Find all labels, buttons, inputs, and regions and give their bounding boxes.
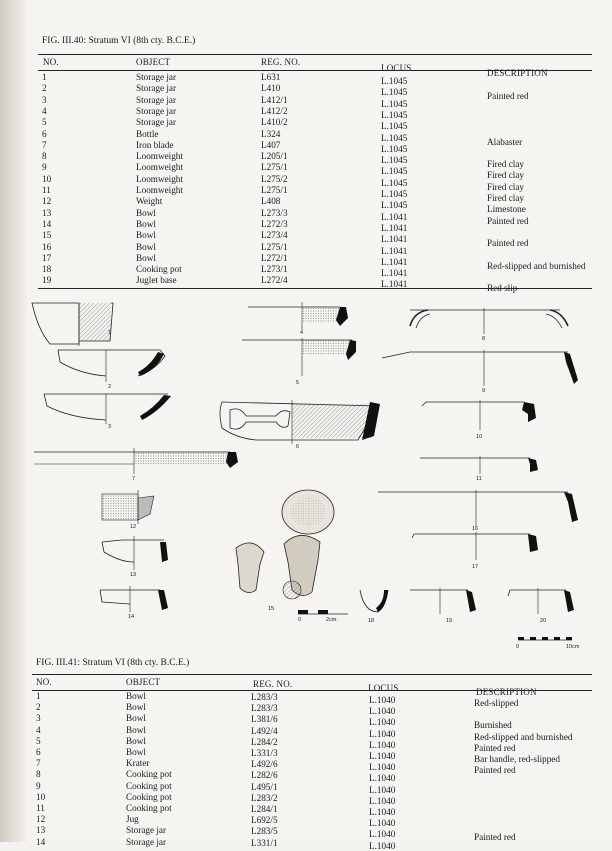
cell-reg-no: L275/2 [261, 173, 288, 184]
cell-object: Bowl [126, 713, 146, 724]
cell-no: 11 [42, 185, 51, 195]
cell-locus: L.1041 [381, 211, 408, 222]
cell-no: 10 [36, 791, 46, 802]
cell-locus: L.1040 [369, 840, 396, 851]
cell-object: Bowl [126, 724, 146, 735]
cell-reg-no: L272/3 [261, 218, 288, 229]
cell-locus: L.1045 [381, 143, 408, 154]
cell-reg-no: L205/1 [261, 151, 288, 162]
fig-number-8: 8 [482, 336, 486, 342]
cell-no: 12 [42, 196, 52, 207]
drawing-18-juglet-base [360, 590, 388, 612]
scale-large-10cm: 10cm [566, 644, 580, 650]
cell-locus: L.1045 [381, 200, 408, 211]
table-row [0, 275, 612, 294]
cell-object: Storage jar [136, 105, 177, 116]
cell-no: 9 [36, 780, 41, 791]
cell-no: 9 [42, 162, 47, 173]
scale-small-zero: 0 [298, 617, 302, 623]
cell-locus: L.1040 [369, 717, 396, 728]
cell-no: 1 [42, 72, 47, 82]
cell-object: Loomweight [136, 151, 183, 162]
cell-object: Cooking pot [126, 769, 172, 780]
fig-number-15: 15 [268, 606, 275, 612]
drawing-2-bowl-profile [58, 350, 165, 382]
cell-description: Limestone [487, 204, 526, 215]
cell-no: 1 [36, 691, 41, 701]
cell-no: 14 [42, 218, 52, 229]
table-row [0, 264, 612, 279]
fig-number-12: 12 [130, 524, 137, 530]
cell-object: Storage jar [126, 825, 167, 836]
cell-locus: L.1041 [381, 256, 408, 267]
fig-number-9: 9 [482, 388, 486, 394]
cell-description: Painted red [474, 832, 516, 843]
table-row [0, 803, 612, 817]
cell-no: 19 [42, 275, 52, 286]
cell-no: 4 [36, 724, 41, 735]
cell-description: Painted red [474, 742, 516, 753]
cell-object: Bowl [126, 702, 146, 713]
cell-no: 5 [42, 117, 47, 128]
drawing-17-storage-jar-rim [412, 532, 538, 560]
scale-large-zero: 0 [516, 644, 520, 650]
cell-locus: L.1041 [381, 222, 408, 233]
fig-number-14: 14 [128, 614, 135, 620]
cell-locus: L.1040 [369, 807, 396, 817]
cell-reg-no: L492/6 [251, 759, 278, 770]
drawing-11-cooking-pot [420, 456, 538, 474]
cell-locus: L.1045 [381, 177, 408, 188]
cell-locus: L.1040 [369, 773, 396, 784]
cell-no: 18 [42, 264, 52, 275]
cell-reg-no: L495/1 [251, 781, 278, 792]
cell-locus: L.1045 [381, 121, 408, 132]
fig-number-2: 2 [108, 384, 112, 390]
cell-object: Storage jar [136, 117, 177, 128]
header-object: OBJECT [136, 57, 171, 67]
cell-object: Krater [126, 758, 150, 769]
cell-object: Loomweight [136, 173, 183, 184]
cell-locus: L.1040 [369, 762, 396, 773]
cell-object: Weight [136, 196, 163, 207]
scale-bar-10cm [518, 637, 572, 640]
cell-no: 8 [42, 151, 47, 162]
cell-object: Bowl [136, 207, 156, 218]
table-row [0, 241, 612, 256]
cell-locus: L.1045 [381, 87, 408, 98]
cell-reg-no: L283/5 [251, 826, 278, 837]
cell-locus: L.1041 [381, 245, 408, 256]
cell-no: 7 [36, 758, 41, 769]
drawing-4-storage-jar-rim [248, 302, 348, 330]
cell-locus: L.1040 [369, 829, 396, 840]
cell-locus: L.1045 [381, 132, 408, 143]
cell-reg-no: L275/1 [261, 162, 288, 173]
figure-caption-1: FIG. III.40: Stratum VI (8th cty. B.C.E.) [42, 36, 196, 46]
cell-no: 14 [36, 836, 46, 847]
cell-description: Alabaster [487, 136, 523, 147]
cell-reg-no: L492/4 [251, 725, 278, 736]
cell-object: Storage jar [136, 83, 177, 94]
fig-number-1: 1 [108, 330, 112, 336]
drawing-19-cooking-pot-rim [410, 588, 476, 614]
cell-reg-no: L275/1 [261, 185, 288, 195]
cell-object: Bowl [126, 735, 146, 746]
drawing-12-bowl-fragment [102, 490, 154, 524]
cell-reg-no: L273/1 [261, 264, 288, 275]
cell-reg-no: L412/2 [261, 105, 288, 116]
cell-object: Juglet base [136, 275, 177, 286]
cell-description: Bar handle, red-slipped [474, 754, 560, 764]
cell-locus: L.1040 [369, 818, 396, 829]
table1-bottom-rule [38, 288, 592, 289]
table2-top-rule [32, 674, 592, 675]
cell-object: Bowl [136, 241, 156, 252]
fig-number-13: 13 [130, 572, 137, 578]
fig-number-16: 16 [472, 526, 479, 532]
cell-reg-no: L275/1 [261, 241, 288, 252]
cell-reg-no: L273/3 [261, 207, 288, 218]
cell-description: Painted red [487, 215, 529, 226]
cell-locus: L.1045 [381, 189, 408, 199]
header-locus: LOCUS [381, 63, 412, 73]
cell-object: Cooking pot [126, 791, 172, 802]
cell-no: 10 [42, 173, 52, 184]
figure-caption-2: FIG. III.41: Stratum VI (8th cty. B.C.E.) [36, 658, 190, 668]
cell-object: Iron blade [136, 139, 174, 150]
cell-reg-no: L284/2 [251, 736, 278, 747]
cell-locus: L.1045 [381, 155, 408, 166]
cell-reg-no: L284/1 [251, 804, 278, 814]
cell-locus: L.1045 [381, 109, 408, 120]
cell-object: Cooking pot [126, 780, 172, 791]
drawing-7-krater-rim [34, 448, 238, 474]
cell-object: Bowl [126, 691, 146, 701]
table-row [0, 702, 612, 717]
cell-locus: L.1041 [381, 234, 408, 245]
cell-description: Painted red [487, 91, 529, 102]
header-no: NO. [36, 677, 52, 687]
drawing-13-bowl-profile [102, 536, 168, 570]
cell-reg-no: L692/5 [251, 815, 278, 826]
cell-reg-no: L283/3 [251, 703, 278, 714]
cell-no: 2 [42, 83, 47, 94]
cell-reg-no: L331/3 [251, 748, 278, 758]
table1-top-rule [38, 54, 592, 55]
cell-reg-no: L324 [261, 128, 281, 139]
cell-object: Bowl [126, 747, 146, 757]
cell-no: 16 [42, 241, 52, 252]
cell-reg-no: L410/2 [261, 117, 288, 128]
cell-locus: L.1045 [381, 76, 408, 86]
cell-locus: L.1040 [369, 751, 396, 761]
table-row [0, 780, 612, 795]
drawing-15-loomweights-and-weight [236, 490, 348, 614]
cell-object: Bowl [136, 230, 156, 241]
cell-object: Loomweight [136, 162, 183, 173]
cell-description: Fired clay [487, 159, 524, 170]
table-row [0, 218, 612, 233]
fig-number-7: 7 [132, 476, 136, 482]
cell-object: Storage jar [136, 72, 177, 82]
cell-reg-no: L283/3 [251, 692, 278, 702]
table-row [0, 139, 612, 154]
header-reg-no: REG. NO. [253, 679, 293, 689]
cell-object: Cooking pot [136, 264, 182, 275]
cell-object: Loomweight [136, 185, 183, 195]
cell-locus: L.1041 [381, 268, 408, 279]
cell-description: Red slip [487, 283, 518, 294]
table-row [0, 791, 612, 806]
cell-no: 15 [42, 230, 52, 241]
cell-no: 8 [36, 769, 41, 780]
cell-description: Red-slipped and burnished [487, 260, 586, 271]
cell-reg-no: L272/4 [261, 275, 288, 286]
cell-description: Red-slipped [474, 698, 519, 708]
fig-number-19: 19 [446, 618, 453, 624]
cell-description: Fired clay [487, 170, 524, 181]
drawing-14-bowl-profile [100, 586, 168, 612]
scale-small-2cm: 2cm. [326, 617, 338, 623]
cell-locus: L.1040 [369, 795, 396, 806]
table1-header-rule [38, 70, 592, 71]
cell-no: 5 [36, 735, 41, 746]
cell-description: Painted red [474, 765, 516, 776]
cell-no: 6 [42, 128, 47, 139]
drawing-9-bowl-section [382, 350, 578, 386]
table-row [0, 117, 612, 132]
cell-no: 3 [42, 94, 47, 105]
header-object: OBJECT [126, 677, 161, 687]
cell-no: 13 [42, 207, 52, 218]
cell-description: Painted red [487, 238, 529, 249]
cell-locus: L.1045 [381, 98, 408, 109]
cell-reg-no: L272/1 [261, 252, 288, 263]
drawing-20-cooking-pot-rim [508, 588, 574, 614]
cell-object: Bowl [136, 252, 156, 263]
drawings-svg [30, 290, 612, 655]
drawing-10-cooking-pot [422, 400, 536, 430]
cell-reg-no: L631 [261, 72, 281, 82]
cell-object: Cooking pot [126, 803, 172, 813]
drawing-1-storage-jar [32, 303, 113, 346]
cell-object: Jug [126, 814, 139, 825]
cell-locus: L.1045 [381, 166, 408, 177]
cell-no: 17 [42, 252, 52, 263]
cell-reg-no: L407 [261, 139, 281, 150]
fig-number-5: 5 [296, 380, 300, 386]
header-reg-no: REG. NO. [261, 57, 301, 67]
cell-no: 4 [42, 105, 47, 116]
fig-number-11: 11 [476, 476, 482, 482]
drawing-5-storage-jar-rim [242, 338, 356, 376]
cell-object: Bottle [136, 128, 159, 139]
fig-number-6: 6 [296, 444, 300, 450]
cell-locus: L.1040 [369, 695, 396, 705]
cell-reg-no: L408 [261, 196, 281, 207]
cell-locus: L.1041 [381, 279, 408, 290]
cell-no: 11 [36, 803, 45, 813]
cell-no: 3 [36, 713, 41, 724]
cell-no: 2 [36, 702, 41, 713]
cell-locus: L.1040 [369, 706, 396, 717]
fig-number-10: 10 [476, 434, 483, 440]
table-row [0, 691, 612, 708]
table-row [0, 72, 612, 86]
cell-object: Storage jar [126, 836, 167, 847]
drawing-8-bowl-section [410, 308, 568, 334]
cell-no: 12 [36, 814, 46, 825]
table-row [0, 105, 612, 120]
cell-object: Storage jar [136, 94, 177, 105]
cell-reg-no: L410 [261, 83, 281, 94]
fig-number-3: 3 [108, 424, 112, 430]
drawing-6-bottle-handle [220, 400, 380, 444]
cell-locus: L.1040 [369, 784, 396, 795]
cell-locus: L.1040 [369, 728, 396, 739]
fig-number-17: 17 [472, 564, 479, 570]
header-description: DESCRIPTION [487, 68, 548, 78]
cell-object: Bowl [136, 218, 156, 229]
cell-reg-no: L331/1 [251, 837, 278, 848]
table-row [0, 814, 612, 829]
cell-reg-no: L273/4 [261, 230, 288, 241]
cell-no: 6 [36, 747, 41, 757]
cell-no: 13 [36, 825, 46, 836]
header-no: NO. [43, 57, 59, 67]
cell-locus: L.1040 [369, 739, 396, 750]
cell-reg-no: L381/6 [251, 714, 278, 725]
fig-number-18: 18 [368, 618, 375, 624]
cell-no: 7 [42, 139, 47, 150]
cell-reg-no: L412/1 [261, 94, 288, 105]
drawing-3-bowl-profile [44, 394, 171, 424]
pottery-drawings-plate [30, 290, 612, 655]
fig-number-4: 4 [300, 330, 304, 336]
table-row [0, 769, 612, 784]
cell-reg-no: L283/2 [251, 792, 278, 803]
fig-number-20: 20 [540, 618, 547, 624]
header-description: DESCRIPTION [476, 687, 537, 697]
table-row [0, 94, 612, 109]
cell-description: Fired clay [487, 193, 524, 203]
cell-reg-no: L282/6 [251, 770, 278, 781]
cell-description: Red-slipped and burnished [474, 731, 573, 742]
header-locus: LOCUS [368, 683, 399, 693]
cell-description: Burnished [474, 720, 512, 731]
drawing-16-storage-jar-rim [378, 490, 578, 526]
cell-description: Fired clay [487, 181, 524, 192]
